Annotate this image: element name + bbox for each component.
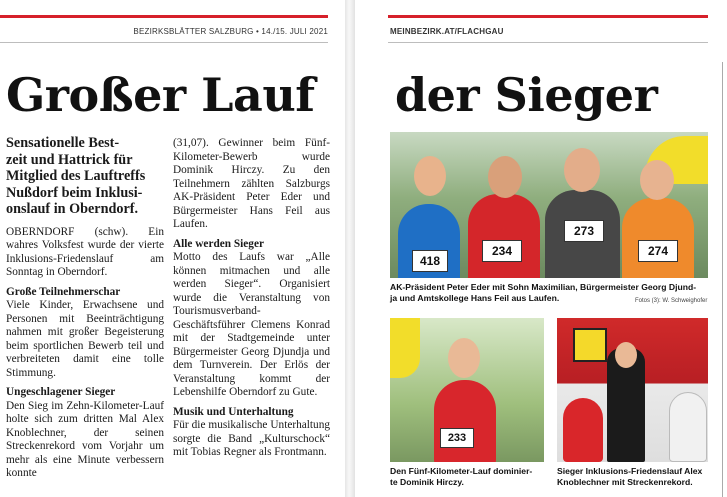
main-photo	[390, 132, 708, 278]
runner-figure	[434, 380, 496, 462]
subheading: Alle werden Sieger	[173, 237, 264, 250]
race-bib: 234	[482, 240, 522, 262]
header-rule	[388, 42, 708, 43]
caption-line: Den Fünf-Kilometer-Lauf dominier-	[390, 466, 533, 476]
intro-paragraph: OBERNDORF (schw). Ein wahres Volksfest wurde der vierte Inklusions-Friedenslauf am Sonntag in Oberndorf.	[6, 225, 164, 279]
body-paragraph: Für die musikalische Unterhaltung sorgte die Band „Kulturschock“ mit Tobias Regner als Frontmann.	[173, 419, 330, 458]
race-bib: 418	[412, 250, 448, 272]
caption-line: ja und Amtskollege Hans Feil aus Laufen.	[390, 293, 560, 303]
left-page	[0, 0, 345, 497]
body-paragraph: Den Sieg im Zehn-Kilometer-Lauf holte sich zum dritten Mal Alex Knoblechner, der seinen Streckenrekord vom Vorjahr um mehr als eine Minute verbessern konnte	[6, 399, 164, 480]
header-rule	[0, 42, 328, 43]
runner-head	[564, 148, 600, 192]
runner-head	[640, 160, 674, 200]
runner-figure	[622, 198, 694, 278]
right-page	[355, 0, 727, 497]
runner-head	[488, 156, 522, 198]
page-edge	[722, 62, 727, 497]
runner-head	[414, 156, 446, 196]
finish-arch	[390, 318, 420, 378]
race-bib: 233	[440, 428, 474, 448]
lead-line: Nußdorf beim Inklusi-	[6, 184, 143, 201]
lead-line: onslauf in Oberndorf.	[6, 201, 139, 218]
photo-a-caption	[390, 466, 550, 488]
headline-right: der Sieger	[395, 68, 658, 122]
runner-figure	[468, 194, 540, 278]
person-figure	[669, 392, 707, 462]
subheading: Musik und Unterhaltung	[173, 405, 294, 418]
caption-line: Sieger Inklusions-Friedenslauf Alex	[557, 466, 703, 476]
runner-head	[448, 338, 480, 378]
lead-line: zeit und Hattrick für	[6, 151, 133, 168]
subheading: Große Teilnehmerschar	[6, 285, 121, 298]
photo-credit: Fotos (3): W. Schweighofer	[635, 298, 708, 304]
runner-head	[615, 342, 637, 368]
body-paragraph: Viele Kinder, Erwachsene und Personen mit Beeinträchtigung nahmen mit großer Begeisterung beim sportlichen Bewerb teil und verbreiteten damit eine tolle Stimmung.	[6, 299, 164, 379]
sponsor-logo	[573, 328, 607, 362]
caption-line: Knoblechner mit Streckenrekord.	[557, 477, 693, 487]
top-red-rule	[388, 15, 708, 18]
article-column-2	[173, 137, 330, 466]
body-paragraph: Motto des Laufs war „Alle können mitmachen und alle werden Sieger“. Organisiert wurde die Veranstaltung von Tourismusverband-Geschäftsführer Clemens Konrad mit der Stadtgemeinde unter Bürgermeister Georg Djundja und dem Turnverein. Der Erlös der Veranstaltung kommt der Lebenshilfe Oberndorf zu Gute.	[173, 251, 330, 398]
page-gutter	[345, 0, 355, 497]
caption-line: te Dominik Hirczy.	[390, 477, 464, 487]
running-head-right: MEINBEZIRK.AT/FLACHGAU	[390, 27, 504, 36]
lead-paragraph	[6, 135, 164, 218]
photo-b-caption	[557, 466, 717, 488]
top-red-rule	[0, 15, 328, 18]
photo-five-km-winner	[390, 318, 544, 462]
caption-line: AK-Präsident Peter Eder mit Sohn Maximilian, Bürgermeister Georg Djund-	[390, 282, 697, 292]
running-head-left: BEZIRKSBLÄTTER SALZBURG • 14./15. JULI 2021	[133, 27, 328, 36]
race-bib: 273	[564, 220, 604, 242]
headline-left: Großer Lauf	[6, 68, 315, 122]
person-figure	[563, 398, 603, 462]
article-column-1	[6, 135, 164, 487]
photo-ten-km-winner	[557, 318, 708, 462]
lead-line: Sensationelle Best-	[6, 135, 120, 151]
body-paragraph: (31,07). Gewinner beim Fünf-Kilometer-Bewerb wurde Dominik Hirczy. Zu den Teilnehmern zählten Salzburgs AK-Präsident Peter Eder und Bürgermeister Hans Feil aus Laufen.	[173, 137, 330, 230]
lead-line: Mitglied des Lauftreffs	[6, 168, 146, 185]
race-bib: 274	[638, 240, 678, 262]
subheading: Ungeschlagener Sieger	[6, 386, 116, 399]
